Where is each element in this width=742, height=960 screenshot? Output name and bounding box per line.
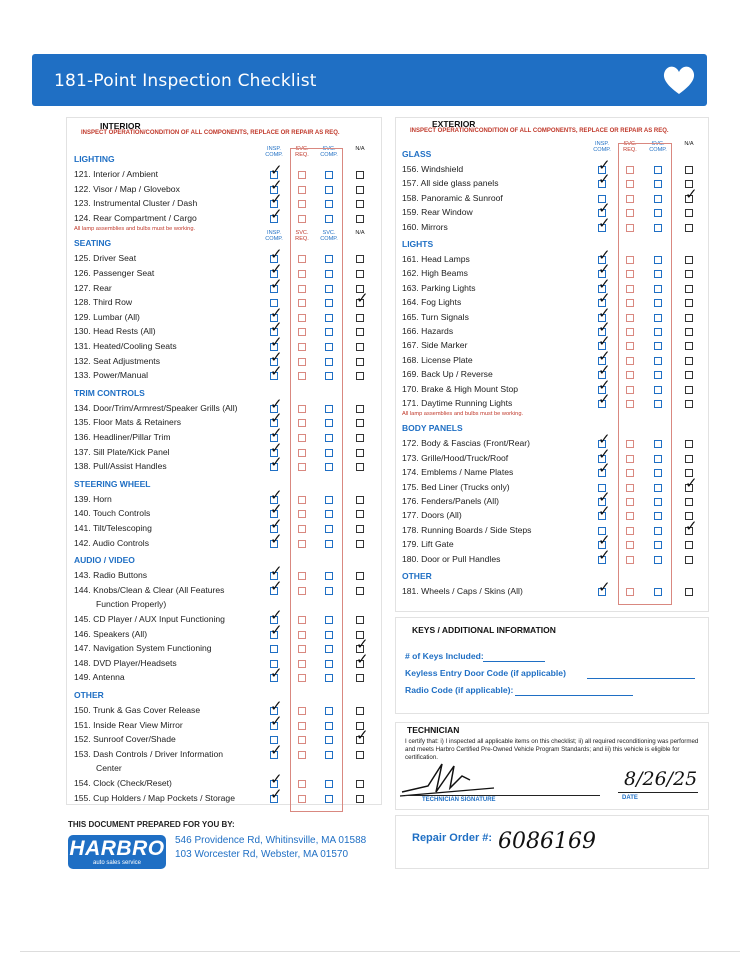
check-mark-icon: ✓	[685, 473, 698, 492]
exterior-item-label: 171. Daytime Running Lights	[402, 398, 513, 408]
signature-label: TECHNICIAN SIGNATURE	[422, 797, 496, 803]
exterior-lamp-note: All lamp assemblies and bulbs must be working.	[402, 411, 524, 418]
exterior-item-label: 165. Turn Signals	[402, 311, 469, 322]
signature-line[interactable]	[405, 795, 600, 796]
check-mark-icon: ✓	[598, 170, 611, 189]
num-keys-field[interactable]	[483, 661, 545, 662]
interior-checkbox-na[interactable]	[356, 314, 364, 322]
interior-item-label: 140. Touch Controls	[74, 508, 151, 519]
interior-item-label: 155. Cup Holders / Map Pockets / Storage	[74, 792, 235, 803]
exterior-category-other: OTHER	[402, 571, 432, 581]
radio-code-label: Radio Code (if applicable):	[405, 685, 514, 695]
check-mark-icon: ✓	[598, 318, 611, 336]
interior-checkbox-insp[interactable]	[270, 784, 283, 803]
interior-item-label: 130. Head Rests (All)	[74, 326, 156, 337]
check-mark-icon: ✓	[685, 184, 698, 203]
interior-item-label: 153. Dash Controls / Driver Information	[74, 748, 224, 759]
page-edge-line	[20, 951, 740, 952]
interior-item-label: 126. Passenger Seat	[74, 268, 155, 278]
check-mark-icon: ✓	[270, 529, 283, 548]
interior-category-trim-controls: TRIM CONTROLS	[74, 387, 145, 398]
interior-item-label: 139. Horn	[74, 493, 112, 504]
interior-item-label: 145. CD Player / AUX Input Functioning	[74, 614, 225, 624]
exterior-checkbox-na[interactable]	[685, 400, 693, 408]
check-mark-icon: ✓	[270, 409, 283, 428]
exterior-checkbox-insp[interactable]	[598, 170, 611, 189]
check-mark-icon: ✓	[270, 161, 283, 179]
check-mark-icon: ✓	[598, 213, 611, 232]
interior-checkbox-na[interactable]	[356, 449, 364, 457]
check-mark-icon: ✓	[356, 635, 369, 654]
check-mark-icon: ✓	[598, 430, 611, 449]
interior-item-label: 141. Tilt/Telescoping	[74, 523, 152, 533]
interior-item-label: 142. Audio Controls	[74, 537, 150, 548]
exterior-checkbox-na[interactable]	[685, 270, 693, 278]
check-mark-icon: ✓	[598, 246, 611, 264]
check-mark-icon: ✓	[270, 770, 283, 788]
repair-order-value: 6086169	[498, 829, 596, 854]
check-mark-icon: ✓	[270, 740, 283, 759]
exterior-item-label: 179. Lift Gate	[402, 539, 454, 550]
check-mark-icon: ✓	[270, 485, 283, 504]
interior-checkbox-na[interactable]	[356, 200, 364, 208]
interior-service-box	[290, 148, 343, 812]
exterior-col-header-na: N/A	[684, 141, 694, 147]
repair-order-label: Repair Order #:	[412, 832, 493, 844]
interior-col-header-comp: SVC. COMP.	[320, 146, 338, 158]
interior-checkbox-na[interactable]	[356, 405, 364, 413]
exterior-checkbox-insp[interactable]	[598, 459, 611, 478]
check-mark-icon: ✓	[598, 303, 611, 322]
interior-item-label: 127. Rear	[74, 282, 112, 293]
interior-checkbox-na[interactable]	[356, 372, 364, 380]
check-mark-icon: ✓	[270, 515, 283, 533]
check-mark-icon: ✓	[270, 784, 283, 803]
check-mark-icon: ✓	[598, 531, 611, 550]
interior-category-audio-video: AUDIO / VIDEO	[74, 555, 135, 566]
check-mark-icon: ✓	[598, 502, 611, 521]
interior-checkbox-insp[interactable]	[270, 576, 283, 595]
exterior-category-body-panels: BODY PANELS	[402, 423, 463, 434]
interior-title: INTERIOR	[100, 121, 141, 131]
interior-item-label: 123. Instrumental Cluster / Dash	[74, 198, 198, 209]
exterior-checkbox-na[interactable]	[685, 541, 693, 549]
exterior-checkbox-na[interactable]	[685, 455, 693, 463]
check-mark-icon: ✓	[270, 274, 283, 293]
exterior-item-label: 168. License Plate	[402, 354, 473, 365]
interior-item-label: 147. Navigation System Functioning	[74, 643, 212, 654]
interior-checkbox-na[interactable]	[356, 510, 364, 518]
interior-item-label: 154. Clock (Check/Reset)	[74, 778, 172, 788]
num-keys-label: # of Keys Included:	[405, 651, 484, 661]
exterior-item-label: 174. Emblems / Name Plates	[402, 467, 514, 478]
exterior-item-label: 181. Wheels / Caps / Skins (All)	[402, 586, 523, 596]
exterior-item-label: 175. Bed Liner (Trucks only)	[402, 481, 510, 492]
check-mark-icon: ✓	[270, 333, 283, 351]
interior-checkbox-na[interactable]	[356, 328, 364, 336]
interior-checkbox-na[interactable]	[356, 270, 364, 278]
exterior-checkbox-na[interactable]	[685, 556, 693, 564]
check-mark-icon: ✓	[598, 375, 611, 394]
interior-item-label: 148. DVD Player/Headsets	[74, 657, 177, 668]
exterior-item-label: 176. Fenders/Panels (All)	[402, 496, 499, 506]
interior-item-label: 121. Interior / Ambient	[74, 169, 159, 179]
check-mark-icon: ✓	[685, 516, 698, 535]
interior-col-header-na: N/A	[355, 146, 365, 152]
exterior-checkbox-na[interactable]	[685, 588, 693, 596]
logo-wordmark: HARBRO	[69, 837, 165, 860]
exterior-col-header-comp: SVC. COMP.	[649, 141, 667, 153]
exterior-checkbox-na[interactable]	[685, 516, 698, 535]
interior-item-label: 138. Pull/Assist Handles	[74, 461, 167, 472]
check-mark-icon: ✓	[270, 303, 283, 322]
radio-code-field[interactable]	[515, 695, 633, 696]
check-mark-icon: ✓	[598, 199, 611, 218]
check-mark-icon: ✓	[270, 711, 283, 730]
certification-text: I certify that: i) I inspected all applicable items on this checklist; ii) all required reconditioning was performed and meets Harbro Certified Pre-Owned Vehicle Program Standards; and iii) this vehicle is eligible for certification.	[405, 738, 699, 761]
exterior-item-label: 167. Side Marker	[402, 340, 468, 351]
heart-icon	[659, 60, 699, 100]
keyless-code-label: Keyless Entry Door Code (if applicable)	[405, 668, 566, 678]
exterior-item-label: 177. Doors (All)	[402, 510, 462, 521]
interior-col-header-insp: INSP. COMP.	[265, 146, 283, 158]
exterior-checkbox-insp[interactable]	[598, 578, 611, 596]
check-mark-icon: ✓	[598, 545, 611, 564]
exterior-checkbox-na[interactable]	[685, 314, 693, 322]
interior-item-label: 146. Speakers (All)	[74, 628, 148, 639]
interior-item-label: 137. Sill Plate/Kick Panel	[74, 446, 170, 457]
exterior-item-label: 166. Hazards	[402, 326, 454, 336]
exterior-checkbox-insp[interactable]	[598, 545, 611, 564]
check-mark-icon: ✓	[270, 500, 283, 519]
exterior-item-label: 159. Rear Window	[402, 207, 473, 218]
interior-checkbox-insp[interactable]	[270, 274, 283, 293]
interior-item-label: 132. Seat Adjustments	[74, 355, 160, 366]
check-mark-icon: ✓	[270, 576, 283, 595]
check-mark-icon: ✓	[270, 453, 283, 472]
interior-item-label: 150. Trunk & Gas Cover Release	[74, 705, 201, 715]
harbro-logo	[68, 835, 166, 869]
exterior-col-header-insp: INSP. COMP.	[593, 141, 611, 153]
address-line-2: 103 Worcester Rd, Webster, MA 01570	[175, 849, 349, 860]
exterior-item-label: 163. Parking Lights	[402, 282, 476, 293]
exterior-category-glass: GLASS	[402, 149, 432, 159]
check-mark-icon: ✓	[270, 362, 283, 381]
interior-item-label-cont: Center	[96, 763, 122, 774]
interior-checkbox-na[interactable]	[356, 186, 364, 194]
interior-checkbox-na[interactable]	[356, 674, 364, 682]
interior-checkbox-na[interactable]	[356, 215, 364, 223]
exterior-item-label: 158. Panoramic & Sunroof	[402, 192, 503, 203]
date-value: 8/26/25	[624, 768, 698, 790]
keyless-code-field[interactable]	[587, 678, 695, 679]
exterior-service-box	[618, 143, 672, 605]
technician-title: TECHNICIAN	[407, 725, 460, 735]
interior-category-seating: SEATING	[74, 238, 112, 249]
check-mark-icon: ✓	[598, 578, 611, 596]
exterior-checkbox-na[interactable]	[685, 209, 693, 217]
interior-checkbox-na[interactable]	[356, 434, 364, 442]
interior-category-other: OTHER	[74, 690, 104, 700]
interior-item-label: 125. Driver Seat	[74, 253, 137, 264]
check-mark-icon: ✓	[356, 726, 369, 745]
interior-item-label: 128. Third Row	[74, 297, 133, 308]
exterior-checkbox-na[interactable]	[685, 328, 693, 336]
check-mark-icon: ✓	[598, 488, 611, 506]
exterior-item-label: 157. All side glass panels	[402, 178, 499, 189]
exterior-item-label: 161. Head Lamps	[402, 254, 470, 264]
interior-checkbox-na[interactable]	[356, 358, 364, 366]
check-mark-icon: ✓	[270, 204, 283, 223]
check-mark-icon: ✓	[598, 260, 611, 279]
interior-checkbox-insp[interactable]	[270, 204, 283, 223]
exterior-checkbox-insp[interactable]	[598, 213, 611, 232]
exterior-item-label: 172. Body & Fascias (Front/Rear)	[402, 438, 530, 449]
exterior-item-label: 169. Back Up / Reverse	[402, 369, 493, 380]
check-mark-icon: ✓	[270, 697, 283, 715]
check-mark-icon: ✓	[270, 190, 283, 209]
interior-checkbox-na[interactable]	[356, 255, 364, 263]
exterior-item-label: 162. High Beams	[402, 268, 468, 279]
interior-checkbox-na[interactable]	[356, 795, 364, 803]
check-mark-icon: ✓	[598, 346, 611, 365]
exterior-checkbox-na[interactable]	[685, 184, 698, 203]
interior-checkbox-na[interactable]	[356, 171, 364, 179]
interior-checkbox-insp[interactable]	[270, 740, 283, 759]
interior-item-label-cont: Function Properly)	[96, 599, 167, 610]
interior-item-label: 152. Sunroof Cover/Shade	[74, 734, 176, 745]
interior-checkbox-na[interactable]	[356, 343, 364, 351]
interior-checkbox-na[interactable]	[356, 419, 364, 427]
exterior-checkbox-na[interactable]	[685, 342, 693, 350]
check-mark-icon: ✓	[270, 260, 283, 278]
logo-tagline: auto sales service	[92, 860, 142, 866]
check-mark-icon: ✓	[598, 444, 611, 463]
check-mark-icon: ✓	[356, 649, 369, 668]
check-mark-icon: ✓	[270, 175, 283, 194]
interior-lamp-note: All lamp assemblies and bulbs must be working.	[74, 226, 196, 233]
exterior-checkbox-na[interactable]	[685, 285, 693, 293]
check-mark-icon: ✓	[270, 245, 283, 264]
interior-item-label: 143. Radio Buttons	[74, 570, 148, 581]
check-mark-icon: ✓	[270, 562, 283, 581]
interior-checkbox-insp[interactable]	[270, 645, 278, 653]
check-mark-icon: ✓	[270, 347, 283, 366]
interior-item-label: 131. Heated/Cooling Seats	[74, 341, 177, 351]
exterior-checkbox-insp[interactable]	[598, 502, 611, 521]
interior-checkbox-na[interactable]	[356, 780, 364, 788]
exterior-checkbox-na[interactable]	[685, 440, 693, 448]
interior-checkbox-na[interactable]	[356, 649, 369, 668]
interior-item-label: 149. Antenna	[74, 672, 125, 683]
interior-checkbox-na[interactable]	[356, 289, 369, 308]
exterior-checkbox-na[interactable]	[685, 299, 693, 307]
exterior-item-label: 156. Windshield	[402, 164, 464, 174]
header-banner	[32, 54, 707, 106]
exterior-checkbox-insp[interactable]	[598, 390, 611, 408]
interior-col-header-svc: SVC. REQ.	[295, 230, 309, 243]
interior-checkbox-insp[interactable]	[270, 620, 283, 639]
check-mark-icon: ✓	[270, 318, 283, 337]
check-mark-icon: ✓	[598, 459, 611, 478]
interior-item-label: 122. Visor / Map / Glovebox	[74, 183, 180, 194]
interior-checkbox-insp[interactable]	[270, 529, 283, 548]
interior-checkbox-na[interactable]	[356, 587, 364, 595]
interior-col-header-na: N/A	[355, 230, 365, 237]
exterior-item-label: 180. Door or Pull Handles	[402, 553, 501, 564]
interior-col-header-comp: SVC. COMP.	[320, 230, 338, 243]
interior-item-label: 134. Door/Trim/Armrest/Speaker Grills (All)	[74, 402, 238, 413]
exterior-item-label: 178. Running Boards / Side Steps	[402, 524, 532, 535]
interior-checkbox-na[interactable]	[356, 525, 364, 533]
interior-item-label: 151. Inside Rear View Mirror	[74, 719, 183, 730]
check-mark-icon: ✓	[598, 390, 611, 408]
exterior-checkbox-na[interactable]	[685, 357, 693, 365]
exterior-item-label: 170. Brake & High Mount Stop	[402, 383, 519, 394]
date-label: DATE	[622, 795, 638, 801]
date-line[interactable]	[618, 792, 698, 793]
interior-checkbox-insp[interactable]	[270, 362, 283, 381]
exterior-checkbox-na[interactable]	[685, 256, 693, 264]
interior-checkbox-insp[interactable]	[270, 664, 283, 683]
interior-checkbox-na[interactable]	[356, 616, 364, 624]
exterior-checkbox-na[interactable]	[685, 473, 698, 492]
check-mark-icon: ✓	[598, 274, 611, 293]
check-mark-icon: ✓	[270, 664, 283, 683]
interior-checkbox-na[interactable]	[356, 572, 364, 580]
interior-checkbox-na[interactable]	[356, 726, 369, 745]
exterior-item-label: 173. Grille/Hood/Truck/Roof	[402, 452, 509, 463]
exterior-col-header-svc: SVC. REQ.	[623, 141, 637, 153]
exterior-checkbox-na[interactable]	[685, 371, 693, 379]
prepared-by-label: THIS DOCUMENT PREPARED FOR YOU BY:	[68, 820, 235, 829]
interior-subtitle: INSPECT OPERATION/CONDITION OF ALL COMPONENTS, REPLACE OR REPAIR AS REQ.	[81, 130, 340, 136]
address-line-1: 546 Providence Rd, Whitinsville, MA 01588	[175, 835, 367, 846]
interior-checkbox-na[interactable]	[356, 463, 364, 471]
exterior-checkbox-na[interactable]	[685, 498, 693, 506]
exterior-category-lights: LIGHTS	[402, 239, 434, 249]
check-mark-icon: ✓	[270, 620, 283, 639]
interior-item-label: 135. Floor Mats & Retainers	[74, 417, 181, 428]
exterior-checkbox-na[interactable]	[685, 386, 693, 394]
exterior-item-label: 164. Fog Lights	[402, 297, 462, 308]
check-mark-icon: ✓	[598, 361, 611, 380]
interior-item-label: 144. Knobs/Clean & Clear (All Features	[74, 584, 225, 595]
interior-col-header-insp: INSP. COMP.	[265, 230, 283, 243]
check-mark-icon: ✓	[598, 156, 611, 174]
interior-item-label: 129. Lumbar (All)	[74, 311, 140, 322]
exterior-subtitle: INSPECT OPERATION/CONDITION OF ALL COMPONENTS, REPLACE OR REPAIR AS REQ.	[410, 128, 669, 134]
check-mark-icon: ✓	[598, 289, 611, 308]
check-mark-icon: ✓	[356, 289, 369, 308]
check-mark-icon: ✓	[598, 332, 611, 351]
interior-item-label: 136. Headliner/Pillar Trim	[74, 432, 171, 442]
exterior-checkbox-na[interactable]	[685, 166, 693, 174]
page-title: 181-Point Inspection Checklist	[54, 71, 317, 91]
interior-col-header-svc: SVC. REQ.	[295, 146, 309, 158]
interior-category-lighting: LIGHTING	[74, 154, 115, 164]
check-mark-icon: ✓	[270, 438, 283, 457]
interior-checkbox-na[interactable]	[356, 707, 364, 715]
interior-checkbox-na[interactable]	[356, 751, 364, 759]
interior-checkbox-na[interactable]	[356, 496, 364, 504]
interior-item-label: 133. Power/Manual	[74, 370, 149, 381]
check-mark-icon: ✓	[270, 606, 283, 624]
keys-title: KEYS / ADDITIONAL INFORMATION	[412, 625, 556, 635]
exterior-item-label: 160. Mirrors	[402, 221, 448, 232]
check-mark-icon: ✓	[270, 424, 283, 442]
exterior-title: EXTERIOR	[432, 119, 476, 129]
technician-signature	[398, 758, 498, 800]
interior-checkbox-na[interactable]	[356, 540, 364, 548]
interior-item-label: 124. Rear Compartment / Cargo	[74, 212, 197, 223]
exterior-checkbox-na[interactable]	[685, 224, 693, 232]
interior-checkbox-insp[interactable]	[270, 453, 283, 472]
interior-checkbox-insp[interactable]	[270, 711, 283, 730]
check-mark-icon: ✓	[270, 394, 283, 413]
interior-category-steering-wheel: STEERING WHEEL	[74, 478, 151, 489]
